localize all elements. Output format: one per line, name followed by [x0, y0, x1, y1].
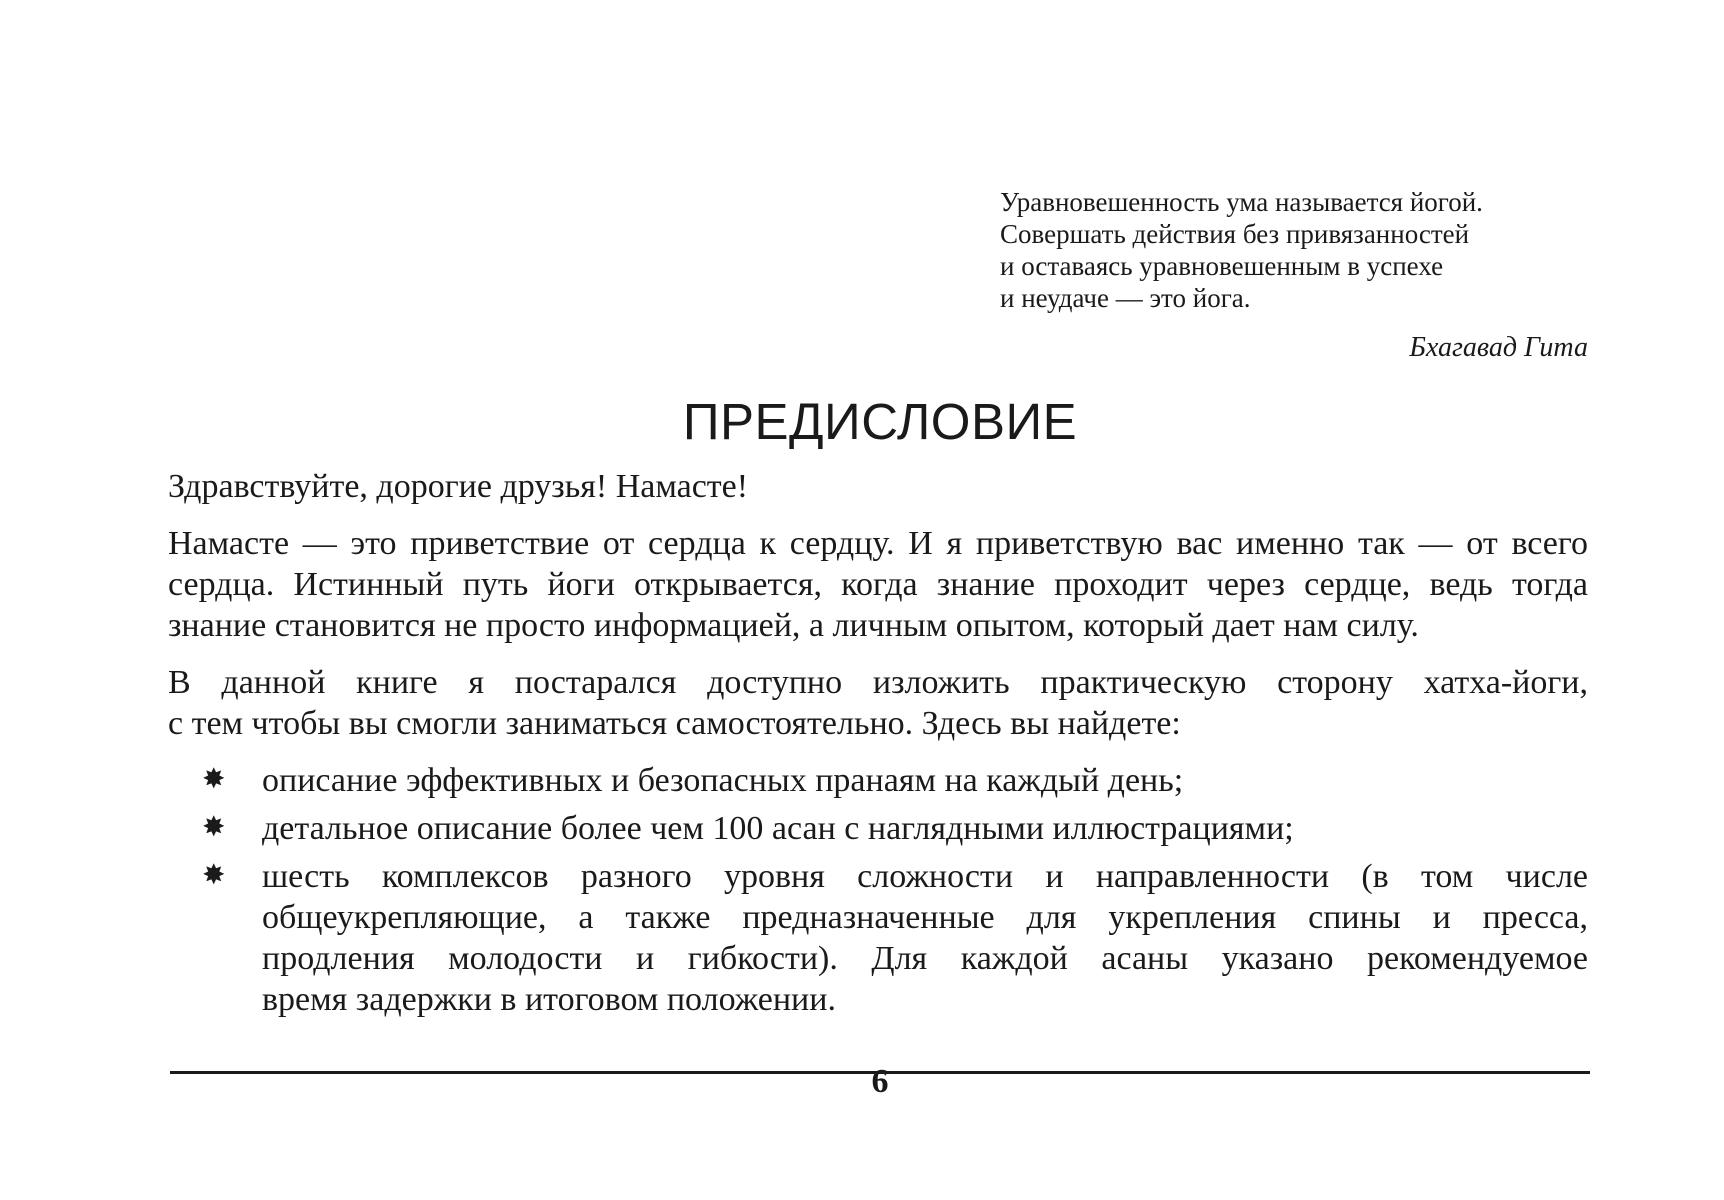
list-item-line: шесть комплексов разного уровня сложности и направленности (в том числе [262, 858, 1588, 895]
asterisk-flower-icon: ✸ [202, 858, 226, 891]
list-item-line: продления молодости и гибкости). Для каждой асаны указано рекомендуемое [262, 940, 1588, 977]
paragraph-book-intro [168, 662, 1588, 744]
list-item-line: общеукрепляющие, а также предназначенные для укрепления спины и пресса, [262, 899, 1588, 936]
epigraph-source: Бхагавад Гита [1409, 332, 1588, 363]
list-item [168, 808, 1588, 849]
feature-list [168, 760, 1588, 1020]
page-title: ПРЕДИСЛОВИЕ [682, 393, 1078, 450]
page-number: 6 [871, 1063, 889, 1100]
paragraph-line: сердца. Истинный путь йоги открывается, когда знание проходит через сердце, ведь тогда [168, 566, 1588, 603]
epigraph-line: и неудаче — это йога. [1000, 283, 1251, 313]
list-item [168, 760, 1588, 801]
paragraph-line: знание становится не просто информацией, а личным опытом, который дает нам силу. [168, 607, 1419, 644]
list-item-line: детальное описание более чем 100 асан с наглядными иллюстрациями; [262, 810, 1294, 847]
paragraph-namaste [168, 523, 1588, 646]
list-item-line: время задержки в итоговом положении. [262, 981, 836, 1018]
paragraph-line: с тем чтобы вы смогли заниматься самостоятельно. Здесь вы найдете: [168, 705, 1181, 742]
paragraph-line: В данной книге я постарался доступно изложить практическую сторону хатха-йоги, [168, 664, 1588, 701]
asterisk-flower-icon: ✸ [202, 762, 226, 795]
main-content [168, 466, 1588, 1027]
epigraph [1000, 186, 1600, 314]
list-item [168, 856, 1588, 1020]
paragraph-greeting [168, 466, 1588, 507]
epigraph-line: и оставаясь уравновешенным в успехе [1000, 251, 1444, 281]
paragraph-line: Намасте — это приветствие от сердца к сердцу. И я приветствую вас именно так — от всего [168, 525, 1588, 562]
epigraph-line: Совершать действия без привязанностей [1000, 219, 1470, 249]
epigraph-line: Уравновешенность ума называется йогой. [1000, 187, 1483, 217]
paragraph-line: Здравствуйте, дорогие друзья! Намасте! [168, 468, 749, 505]
asterisk-flower-icon: ✸ [202, 810, 226, 843]
list-item-line: описание эффективных и безопасных пранаям на каждый день; [262, 762, 1184, 799]
